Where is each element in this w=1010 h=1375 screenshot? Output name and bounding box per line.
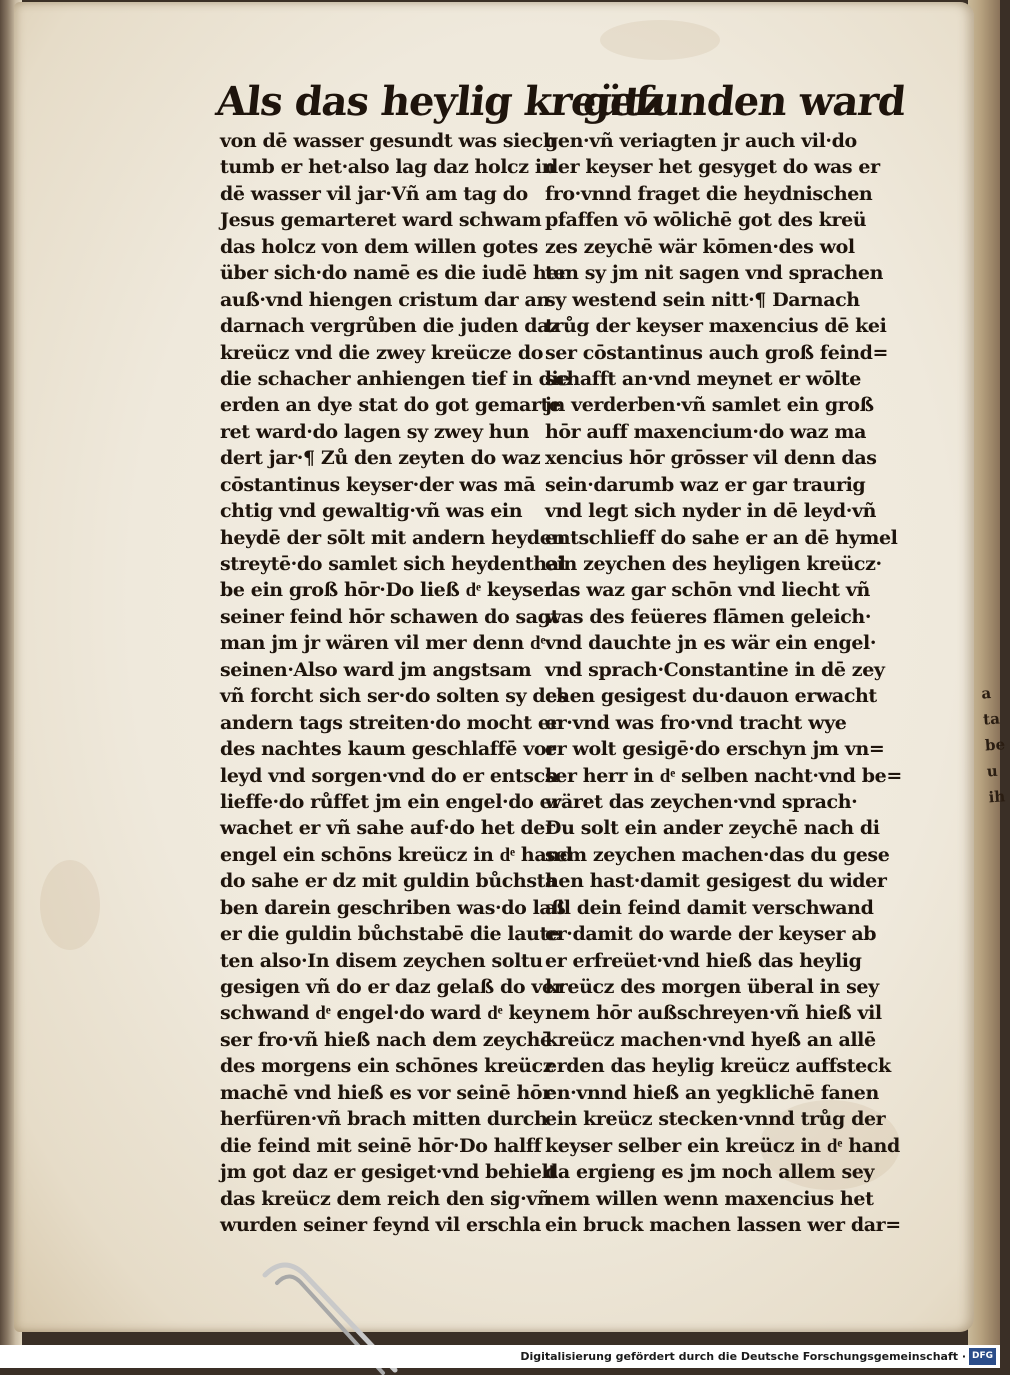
text-line: seiner feind hōr schawen do sagt — [220, 605, 559, 628]
text-line: trůg der keyser maxencius dē kei — [545, 315, 887, 338]
text-line: vnd dauchte jn es wär ein engel· — [545, 632, 877, 655]
right-text-column — [545, 128, 902, 1238]
text-line: die schacher anhiengen tief in die — [220, 367, 571, 390]
text-line: da ergieng es jm noch allem sey — [545, 1161, 875, 1184]
text-line: hen hast·damit gesigest du wider — [545, 870, 887, 893]
text-line: sein·darumb waz er gar traurig — [545, 473, 866, 496]
text-line: er·vnd was fro·vnd tracht wye — [545, 711, 847, 734]
text-line: ser fro·vñ hieß nach dem zeychē — [220, 1028, 552, 1051]
text-line: gesigen vñ do er daz gelaß do ver — [220, 976, 564, 998]
text-line: Du solt ein ander zeychē nach di — [545, 817, 880, 840]
text-line: vñ forcht sich ser·do solten sy des — [220, 685, 568, 708]
text-line: leyd vnd sorgen·vnd do er entsch — [220, 764, 559, 787]
text-line: die feind mit seinē hōr·Do halff — [220, 1134, 542, 1157]
text-line: kreücz vnd die zwey kreücze do — [220, 341, 543, 364]
text-line: darnach vergrůben die juden daz — [220, 315, 560, 338]
text-line: entschlieff do sahe er an dē hymel — [545, 526, 898, 549]
heading-right: gefunden ward — [580, 78, 908, 125]
footer-bar — [0, 1345, 1000, 1368]
edge-glyph: ta — [982, 709, 1001, 729]
text-line: ten sy jm nit sagen vnd sprachen — [545, 262, 884, 285]
text-line: wurden seiner feynd vil erschla — [220, 1213, 541, 1236]
text-line: be ein groß hōr·Do ließ dͤ keyser — [220, 579, 554, 602]
text-line: ten also·In disem zeychen soltu — [220, 949, 543, 972]
text-line: das kreücz dem reich den sig·vñ — [220, 1187, 551, 1210]
text-line: des nachtes kaum geschlaffē vor — [220, 738, 556, 761]
text-line: das holcz von dem willen gotes — [220, 235, 538, 258]
text-line: vnd sprach·Constantine in dē zey — [545, 658, 885, 681]
text-line: xencius hōr grōsser vil denn das — [545, 447, 877, 470]
text-line: wäret das zeychen·vnd sprach· — [545, 790, 858, 813]
text-line: ben darein geschriben was·do laß — [220, 896, 566, 919]
text-line: vnd legt sich nyder in dē leyd·vñ — [545, 500, 877, 523]
heading-left: Als das heylig kreütz — [213, 78, 666, 125]
text-line: man jm jr wären vil mer denn dͤ — [220, 632, 546, 655]
text-line: chen gesigest du·dauon erwacht — [545, 685, 877, 708]
edge-glyph: u — [986, 761, 999, 781]
text-line: fro·vnnd fraget die heydnischen — [545, 182, 873, 205]
text-line: kreücz des morgen überal in sey — [545, 976, 879, 998]
text-line: ser herr in dͤ selben nacht·vnd be= — [545, 764, 902, 787]
text-line: er wolt gesigē·do erschyn jm vn= — [545, 738, 885, 761]
text-line: machē vnd hieß es vor seinē hōr — [220, 1081, 552, 1104]
edge-glyph: ih — [988, 787, 1006, 807]
text-line: ein kreücz stecken·vnnd trůg der — [545, 1108, 886, 1131]
text-line: seinen·Also ward jm angstsam — [220, 658, 532, 681]
text-line: was des feüeres flāmen geleich· — [545, 605, 872, 628]
text-line: streytē·do samlet sich heydenthal — [220, 553, 566, 575]
text-line: erden das heylig kreücz auffsteck — [545, 1055, 891, 1078]
text-line: sem zeychen machen·das du gese — [545, 843, 890, 866]
text-line: dert jar·¶ Zů den zeyten do waz — [220, 447, 541, 470]
edge-glyph: a — [980, 684, 992, 703]
text-line: über sich·do namē es die iudē her — [220, 262, 568, 285]
text-line: all dein feind damit verschwand — [545, 896, 874, 919]
text-line: er·damit do warde der keyser ab — [545, 923, 877, 946]
text-line: das waz gar schōn vnd liecht vñ — [545, 579, 870, 602]
edge-glyph: be — [984, 735, 1006, 755]
text-line: er die guldin bůchstabē die laute — [220, 923, 560, 946]
text-line: hōr auff maxencium·do waz ma — [545, 420, 867, 443]
text-line: engel ein schōns kreücz in dͤ hand — [220, 843, 573, 866]
text-line: ein bruck machen lassen wer dar= — [545, 1213, 901, 1236]
footer-credit: Digitalisierung gefördert durch die Deutsche Forschungsgemeinschaft · — [520, 1350, 966, 1363]
text-line: nem willen wenn maxencius het — [545, 1187, 874, 1210]
left-text-column — [220, 128, 573, 1238]
text-line: dē wasser vil jar·Vñ am tag do — [220, 182, 528, 205]
text-line: erden an dye stat do got gemarte — [220, 394, 561, 417]
paper-stain — [40, 860, 100, 950]
text-line: jm got daz er gesiget·vnd behielt — [220, 1161, 557, 1184]
text-line: er erfreüet·vnd hieß das heylig — [545, 949, 862, 972]
text-line: ein zeychen des heyligen kreücz· — [545, 553, 882, 575]
text-line: der keyser het gesyget do was er — [545, 156, 880, 179]
text-line: andern tags streiten·do mocht er — [220, 711, 560, 734]
text-line: do sahe er dz mit guldin bůchsta — [220, 870, 557, 893]
text-line: jn verderben·vñ samlet ein groß — [545, 394, 874, 417]
text-line: ret ward·do lagen sy zwey hun — [220, 420, 530, 443]
text-line: kreücz machen·vnd hyeß an allē — [545, 1028, 876, 1051]
dfg-logo: DFG — [969, 1348, 996, 1365]
text-line: Jesus gemarteret ward schwam — [220, 209, 542, 232]
text-line: keyser selber ein kreücz in dͤ hand — [545, 1134, 900, 1157]
text-line: en·vnnd hieß an yegklichē fanen — [545, 1081, 879, 1104]
text-line: zes zeychē wär kōmen·des wol — [545, 235, 855, 258]
text-line: pfaffen vō wōlichē got des kreü — [545, 209, 867, 232]
text-line: ser cōstantinus auch groß feind= — [545, 341, 889, 364]
text-line: cōstantinus keyser·der was mā — [220, 473, 536, 496]
text-line: des morgens ein schōnes kreücz — [220, 1055, 554, 1078]
text-line: heydē der sōlt mit andern heyden — [220, 526, 565, 549]
text-line: von dē wasser gesundt was siech — [220, 130, 557, 152]
text-line: schwand dͤ engel·do ward dͤ key — [220, 1002, 544, 1025]
text-line: lieffe·do růffet jm ein engel·do er — [220, 790, 561, 813]
text-line: sy westend sein nitt·¶ Darnach — [545, 288, 860, 311]
text-line: schafft an·vnd meynet er wōlte — [545, 367, 861, 390]
paper-stain — [600, 20, 720, 60]
text-line: auß·vnd hiengen cristum dar an — [220, 288, 550, 311]
text-line: wachet er vñ sahe auf·do het der — [220, 817, 555, 840]
text-line: tumb er het·also lag daz holcz in — [220, 156, 556, 179]
text-line: herfüren·vñ brach mitten durch — [220, 1108, 548, 1131]
text-line: nem hōr außschreyen·vñ hieß vil — [545, 1002, 882, 1025]
text-line: gen·vñ veriagten jr auch vil·do — [545, 130, 857, 152]
text-line: chtig vnd gewaltig·vñ was ein — [220, 500, 523, 523]
